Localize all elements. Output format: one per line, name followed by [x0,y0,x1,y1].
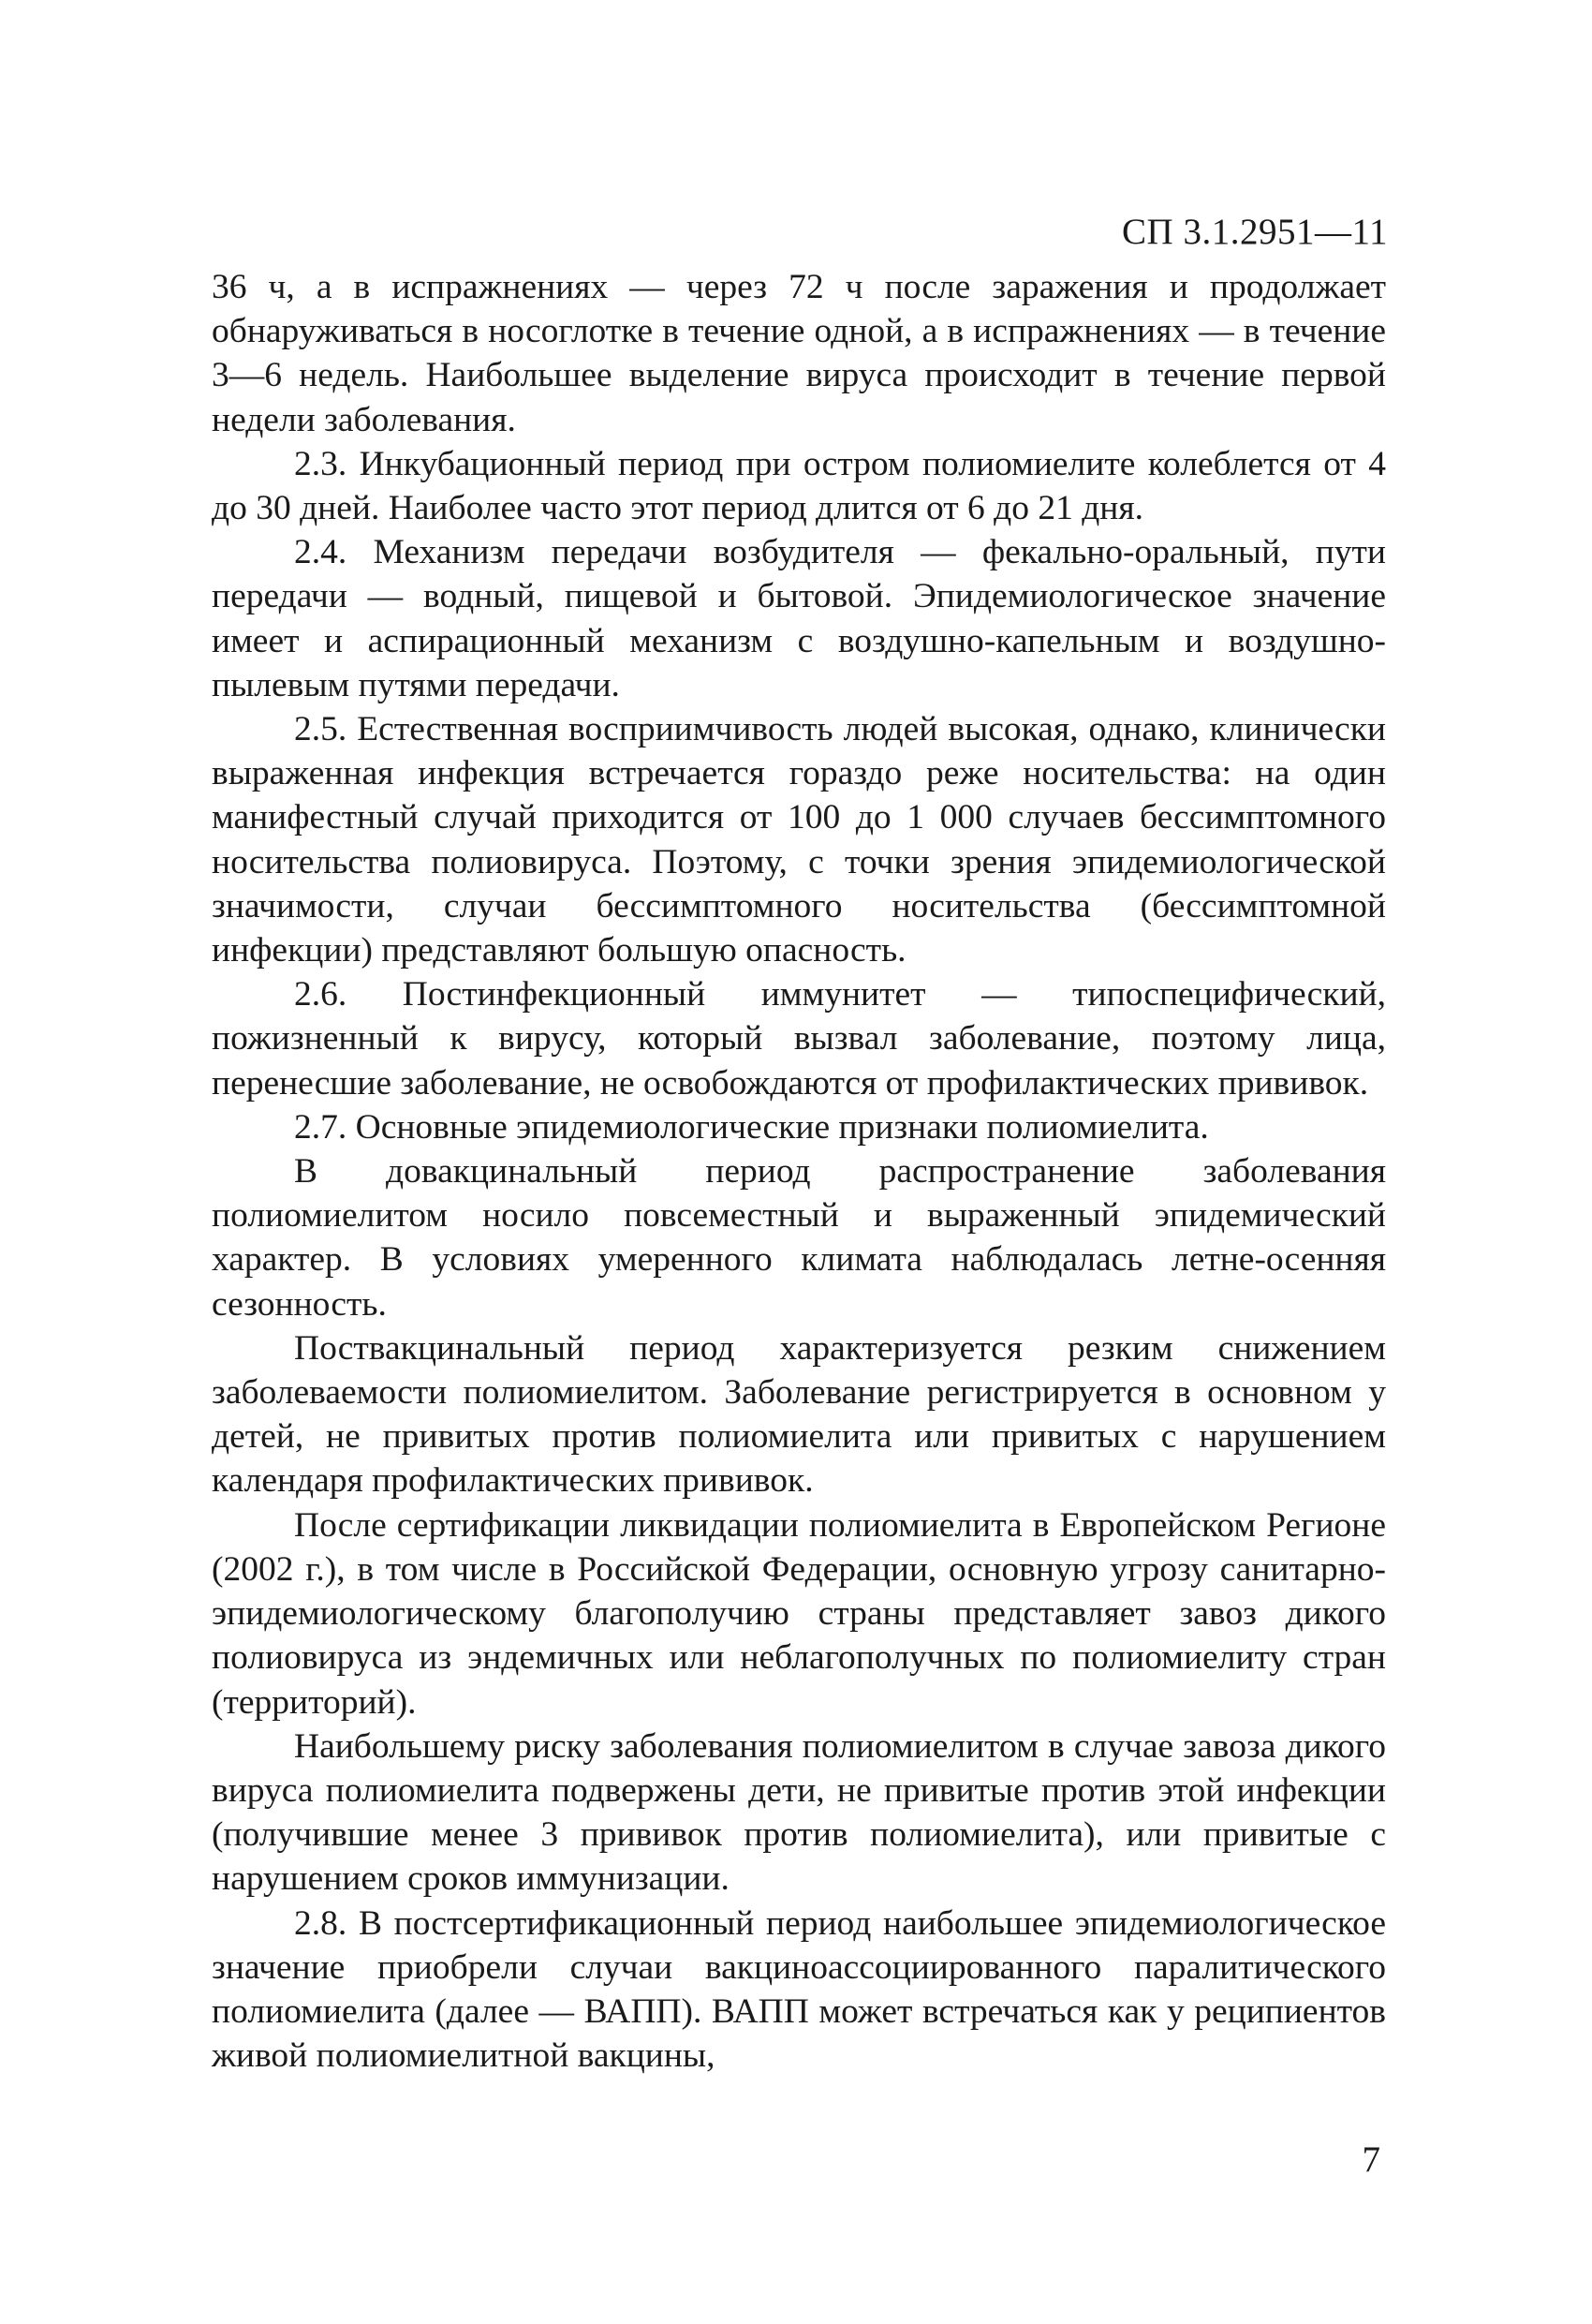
body-text [212,265,1386,2078]
document-code: СП 3.1.2951—11 [1122,212,1388,252]
paragraph-2-6: 2.6. Постинфекционный иммунитет — типоспецифический, пожизненный к вирусу, который вызвал заболевание, поэтому лица, перенесшие заболевание, не освобождаются от профилактических прививок. [212,975,1386,1103]
paragraph-certification: После сертификации ликвидации полиомиелита в Европейском Регионе (2002 г.), в том числе в Российской Федерации, основную угрозу санитарно-эпидемиологическому благополучию страны представляет завоз дикого полиовируса из эндемичных или неблагополучных по полиомиелиту стран (территорий). [212,1505,1386,1722]
page-number: 7 [1362,2139,1380,2180]
paragraph-continuation: 36 ч, а в испражнениях — через 72 ч после заражения и продолжает обнаруживаться в носоглотке в течение одной, а в испражнениях — в течение 3—6 недель. Наибольшее выделение вируса происходит в течение первой недели заболевания. [212,268,1386,439]
paragraph-2-4: 2.4. Механизм передачи возбудителя — фекально-оральный, пути передачи — водный, пищевой и бытовой. Эпидемиологическое значение имеет и аспирационный механизм с воздушно-капельным и воздушно-пылевым путями передачи. [212,533,1386,704]
paragraph-2-8: 2.8. В постсертификационный период наибольшее эпидемиологическое значение приобрели случаи вакциноассоциированного паралитического полиомиелита (далее — ВАПП). ВАПП может встречаться как у реципиентов живой полиомиелитной вакцины, [212,1903,1386,2076]
paragraph-risk-group: Наибольшему риску заболевания полиомиелитом в случае завоза дикого вируса полиомиелита подвержены дети, не привитые против этой инфекции (получившие менее 3 прививок против полиомиелита), или привитые с нарушением сроков иммунизации. [212,1726,1386,1899]
paragraph-postvaccine-period: Поствакцинальный период характеризуется резким снижением заболеваемости полиомиелитом. Заболевание регистрируется в основном у детей, не привитых против полиомиелита или привитых с нарушением календаря профилактических прививок. [212,1328,1386,1501]
paragraph-2-7: 2.7. Основные эпидемиологические признаки полиомиелита. [294,1107,1209,1147]
paragraph-2-3: 2.3. Инкубационный период при остром полиомиелите колеблется от 4 до 30 дней. Наиболее часто этот период длится от 6 до 21 дня. [212,444,1386,528]
paragraph-prevaccine-period: В довакцинальный период распространение заболевания полиомиелитом носило повсеместный и выраженный эпидемический характер. В условиях умеренного климата наблюдалась летне-осенняя сезонность. [212,1152,1386,1324]
paragraph-2-5: 2.5. Естественная восприимчивость людей высокая, однако, клинически выраженная инфекция встречается гораздо реже носительства: на один манифестный случай приходится от 100 до 1 000 случаев бессимптомного носительства полиовируса. Поэтому, с точки зрения эпидемиологической значимости, случаи бессимптомного носительства (бессимптомной инфекции) представляют большую опасность. [212,710,1386,970]
